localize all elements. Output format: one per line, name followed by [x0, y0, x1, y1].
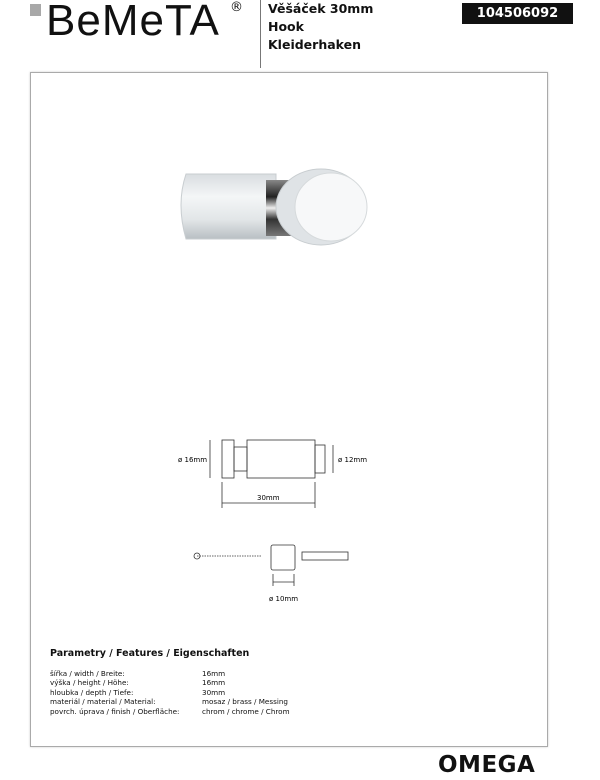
dim-length: 30mm [257, 494, 280, 502]
product-photo [176, 154, 376, 274]
dim-thread-diameter: ø 12mm [338, 456, 368, 464]
feature-row [50, 669, 290, 678]
logo-square [30, 4, 41, 16]
feature-label: hloubka / depth / Tiefe: [50, 687, 134, 697]
feature-label: šířka / width / Breite: [50, 669, 125, 678]
feature-label: výška / height / Höhe: [50, 678, 129, 688]
feature-row [50, 688, 290, 697]
feature-label: materiál / material / Material: [50, 697, 156, 707]
dim-head-diameter: ø 16mm [178, 456, 208, 464]
feature-value: 16mm [202, 678, 226, 688]
title-en: Hook [268, 19, 304, 34]
dim-dowel-diameter: ø 10mm [269, 595, 299, 603]
title-de: Kleiderhaken [268, 37, 362, 52]
features-title: Parametry / Features / Eigenschaften [50, 648, 250, 659]
technical-drawing [170, 430, 400, 610]
series-name: OMEGA [438, 752, 536, 778]
feature-row [50, 707, 290, 716]
product-code: 104506092 [462, 3, 573, 24]
brand-logo: BeMeTA [46, 0, 220, 45]
feature-row [50, 678, 290, 687]
header-divider [260, 0, 261, 68]
features-section [50, 648, 290, 716]
feature-value: 16mm [202, 669, 226, 678]
feature-value: chrom / chrome / Chrom [202, 706, 290, 716]
product-titles [268, 0, 373, 54]
feature-value: 30mm [202, 687, 226, 697]
title-cz: Věšáček 30mm [268, 1, 374, 16]
feature-label: povrch. úprava / finish / Oberfläche: [50, 706, 180, 716]
feature-row [50, 697, 290, 706]
feature-value: mosaz / brass / Messing [202, 697, 288, 707]
registered-mark: ® [230, 0, 243, 15]
